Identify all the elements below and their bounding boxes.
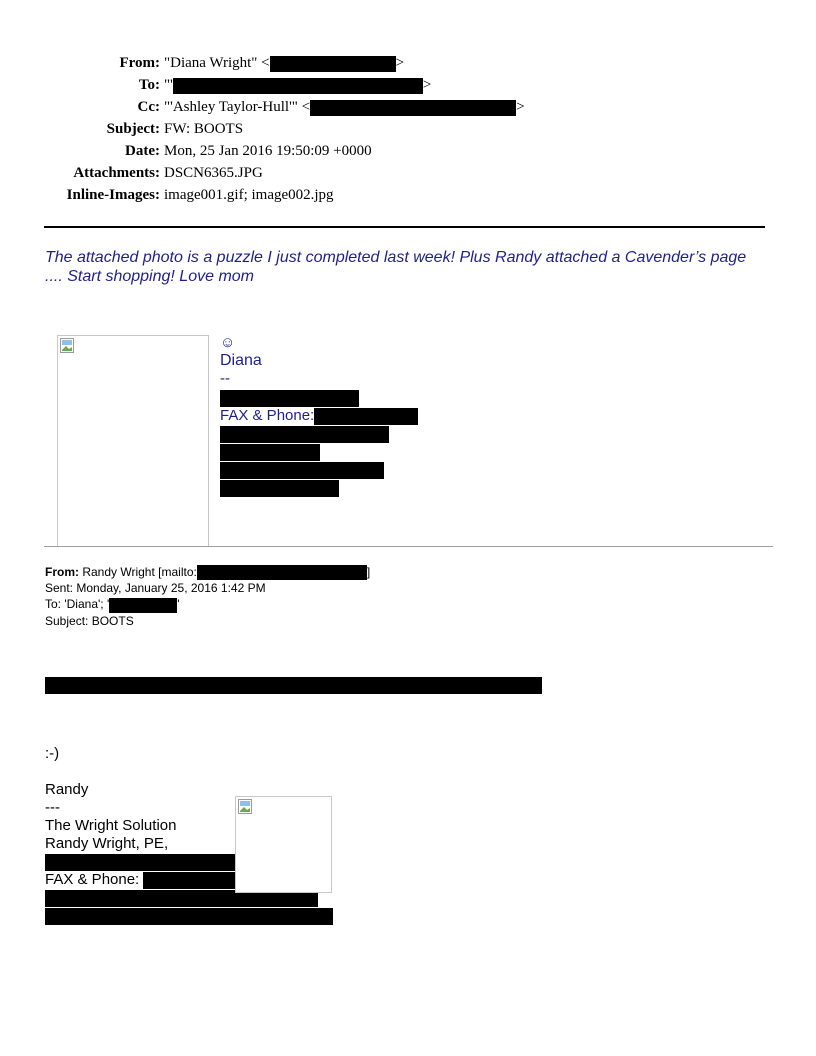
smiley-icon: ☺ [220,334,236,351]
from-value [164,52,404,74]
diana-signature [220,334,418,497]
fwd-from-label: From: [45,565,79,579]
from-sender: "Diana Wright" < [164,55,270,71]
fax-phone-label: FAX & Phone: [220,407,315,424]
redaction-bar [220,390,359,407]
date-value: Mon, 25 Jan 2016 19:50:09 +0000 [164,143,372,159]
attachments-value[interactable]: DSCN6365.JPG [164,165,263,181]
fwd-to-suffix: ' [177,597,180,612]
inline-images-label: Inline-Images: [66,187,160,203]
redaction-bar [270,56,396,72]
from-close: > [395,55,405,71]
fwd-to-prefix: To: 'Diana'; ' [45,597,110,612]
date-row [0,140,816,162]
forwarded-header [45,564,370,629]
from-row [0,52,816,74]
redaction-bar [220,480,339,497]
redacted-body-line [45,677,542,694]
redaction-bar [197,565,367,580]
redaction-bar [220,444,320,461]
redaction-bar [45,908,333,925]
to-row [0,74,816,96]
fwd-from-close: ] [366,565,371,579]
person-title: Randy Wright, PE, [45,835,169,852]
redaction-bar [314,408,418,425]
signature-dashes: -- [220,370,230,387]
cc-row [0,96,816,118]
inline-images-value: image001.gif; image002.jpg [164,187,334,203]
subject-label: Subject: [106,121,160,137]
broken-image-icon [60,338,74,353]
fwd-subject: Subject: BOOTS [45,613,134,628]
broken-image-icon [238,799,252,814]
redaction-bar [143,872,243,889]
signature-name: Diana [220,352,262,369]
fax-phone-label: FAX & Phone: [45,871,140,888]
smiley-text: :-) [45,745,60,762]
signature-name: Randy [45,781,89,798]
header-divider [44,226,765,228]
cc-label: Cc: [137,99,160,115]
attachments-label: Attachments: [73,165,160,181]
from-label: From: [119,55,160,71]
cc-close: > [516,99,525,115]
fwd-from-value: Randy Wright [mailto: [82,565,197,579]
redaction-bar [109,597,180,613]
redaction-bar [310,100,516,116]
redaction-bar [220,462,384,479]
to-label: To: [138,77,160,93]
inline-images-row [0,184,816,206]
date-label: Date: [125,143,160,159]
company-name: The Wright Solution [45,817,177,834]
attachments-row [0,162,816,184]
to-value [164,74,431,96]
signature-dashes: --- [45,799,60,816]
cc-name: "'Ashley Taylor-Hull'" < [164,99,311,115]
to-close: > [422,77,432,93]
redaction-bar [220,426,389,443]
redaction-bar [173,78,423,94]
forward-divider [44,546,773,547]
subject-row [0,118,816,140]
cc-value [164,96,525,118]
redaction-bar [45,854,239,871]
email-header [0,52,816,206]
broken-image-placeholder [57,335,209,547]
intro-message: The attached photo is a puzzle I just completed last week! Plus Randy attached a Cavender’s page .... Start shopping! Love mom [45,249,747,285]
logo-image-placeholder [235,796,332,893]
subject-value: FW: BOOTS [164,121,244,137]
to-prefix: "' [164,77,173,93]
fwd-sent: Sent: Monday, January 25, 2016 1:42 PM [45,581,266,596]
